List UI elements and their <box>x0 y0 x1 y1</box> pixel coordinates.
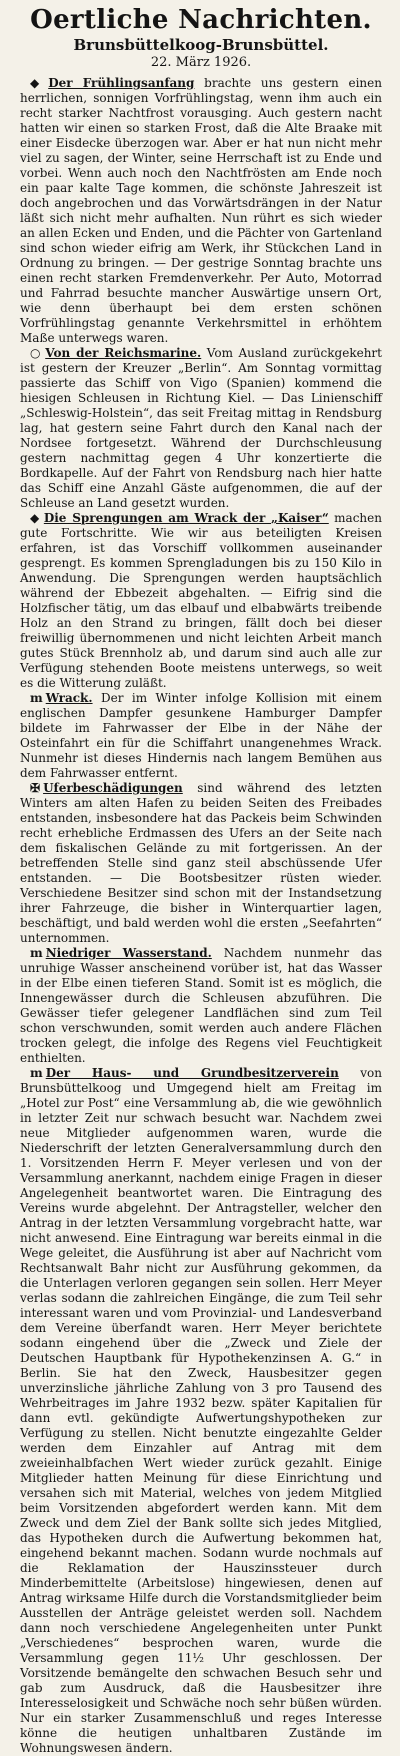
article-marker: ◆ <box>30 511 41 525</box>
article-sprengungen <box>20 511 382 691</box>
article-marker: m <box>30 691 43 705</box>
article-lead: Der Haus- und Grundbesitzerverein <box>45 1066 339 1080</box>
article-wasserstand <box>20 946 382 1066</box>
article-body: machen gute Fortschritte. Wie wir aus beteiligten Kreisen erfahren, ist das Vorschiff vollkommen auseinander gesprengt. Es kommen Sprengladungen bis zu 150 Kilo in Anwendung. Die Sprengungen werden hauptsächlich während der Ebbezeit abgehalten. — Eifrig sind die Holzfischer tätig, um das elbauf und elbabwärts treibende Holz an den Strand zu bringen, fällt doch bei dieser freiwillig übernommenen und nicht leichten Arbeit manch gutes Stück Brennholz ab, und darum sind auch alle zur Verfügung stehenden Boote meistens unterwegs, so weit es die Witterung zuläßt. <box>20 511 382 690</box>
article-lead: Die Sprengungen am Wrack der „Kaiser“ <box>43 511 329 525</box>
article-marker: ◆ <box>30 76 46 90</box>
article-uferbeschaedigungen <box>20 781 382 946</box>
article-lead: Von der Reichsmarine. <box>45 346 202 360</box>
article-marker: ○ <box>30 346 43 360</box>
article-body: Nachdem nunmehr das unruhige Wasser anscheinend vorüber ist, hat das Wasser in der Elbe einen tieferen Stand. Somit ist es möglich, die Innengewässer durch die Schleusen abzuführen. Die Gewässer tiefer gelegener Landflächen sind zum Teil schon verschwunden, somit werden auch andere Flächen trocken gelegt, die infolge des Regens viel Feuchtigkeit enthielten. <box>20 946 382 1065</box>
article-lead: Uferbeschädigungen <box>43 781 183 795</box>
article-body: brachte uns gestern einen herrlichen, sonnigen Vorfrühlingstag, wenn ihm auch ein recht starker Nachtfrost vorausging. Auch gestern nacht hatten wir einen so starken Frost, daß die Alte Braake mit einer Eisdecke überzogen war. Aber er hat nun nicht mehr viel zu sagen, der Winter, seine Herrschaft ist zu Ende und vorbei. Wenn auch noch den Nachtfrösten am Ende noch ein paar kalte Tage kommen, die schönste Jahreszeit ist doch angebrochen und das Vorwärtsdrängen in der Natur läßt sich nicht mehr aufhalten. Nun rührt es sich wieder an allen Ecken und Enden, und die Pächter von Gartenland sind schon wieder eifrig am Werk, ihr Stückchen Land in Ordnung zu bringen. — Der gestrige Sonntag brachte uns einen recht starken Fremdenverkehr. Per Auto, Motorrad und Fahrrad besuchte mancher Auswärtige unsern Ort, wie denn überhaupt bei dem ersten schönen Vorfrühlingstag genannte Verkehrsmittel in erhöhtem Maße unterwegs waren. <box>20 76 382 345</box>
article-wrack <box>20 691 382 781</box>
article-body: Vom Ausland zurückgekehrt ist gestern der Kreuzer „Berlin“. Am Sonntag vormittag passierte das Schiff von Vigo (Spanien) kommend die hiesigen Schleusen in Richtung Kiel. — Das Linienschiff „Schleswig-Holstein“, das seit Freitag mittag in Rendsburg lag, hat gestern seine Fahrt durch den Kanal nach der Nordsee fortgesetzt. Während der Durchschleusung gestern nachmittag gegen 4 Uhr konzertierte die Bordkapelle. Auf der Fahrt von Rendsburg nach hier hatte das Schiff eine Anzahl Gäste aufgenommen, die auf der Schleuse an Land gesetzt wurden. <box>20 346 382 510</box>
article-body: von Brunsbüttelkoog und Umgegend hielt am Freitag im „Hotel zur Post“ eine Versammlung ab, die wie gewöhnlich in letzter Zeit nur schwach besucht war. Nachdem zwei neue Mitglieder aufgenommen waren, wurde die Niederschrift der letzten Generalversammlung durch den 1. Vorsitzenden Herrn F. Meyer verlesen und von der Versammlung anerkannt, nachdem einige Fragen in dieser Angelegenheit beantwortet waren. Die Eintragung des Vereins wurde abgelehnt. Der Antragsteller, welcher den Antrag in der letzten Versammlung vorgebracht hatte, war nicht anwesend. Eine Eintragung war bereits einmal in die Wege geleitet, die Ausführung ist aber auf Nachricht vom Rechtsanwalt Bahr nicht zur Ausführung gekommen, da die Unterlagen verloren gegangen sein sollen. Herr Meyer verlas sodann die zahlreichen Eingänge, die zum Teil sehr interessant waren und vom Provinzial- und Landesverband dem Vereine überfandt waren. Herr Meyer berichtete sodann eingehend über die „Zweck und Ziele der Deutschen Hauptbank für Hypothekenzinsen A. G.“ in Berlin. Sie hat den Zweck, Hausbesitzer gegen unverzinsliche jährliche Zahlung von 3 pro Tausend des Wehrbeitrages im Jahre 1932 bezw. später Kapitalien für dann evtl. gekündigte Aufwertungshypotheken zur Verfügung zu stellen. Nicht benutzte eingezahlte Gelder werden dem Einzahler auf Antrag mit dem zweieinhalbfachen Wert wieder zurück gezahlt. Einige Mitglieder hatten Meinung für diese Einrichtung und versahen sich mit Material, welches von jedem Mitglied beim Vorsitzenden abgefordert werden kann. Mit dem Zweck und dem Ziel der Bank sollte sich jedes Mitglied, das Hypotheken durch die Aufwertung bekommen hat, eingehend bekannt machen. Sodann wurde nochmals auf die Reklamation der Hauszinssteuer durch Minderbemittelte (Arbeitslose) hingewiesen, denen auf Antrag wirksame Hilfe durch die Vorstandsmitglieder beim Ausstellen der Anträge geleistet werden soll. Nachdem dann noch verschiedene Angelegenheiten unter Punkt „Verschiedenes“ besprochen waren, wurde die Versammlung gegen 11½ Uhr geschlossen. Der Vorsitzende bemängelte den schwachen Besuch sehr und gab zum Ausdruck, daß die Hausbesitzer ihre Interesselosigkeit und Schwäche noch sehr büßen würden. Nur ein starker Zusammenschluß und reges Interesse könne die heutigen unhaltbaren Zustände im Wohnungswesen ändern. <box>20 1066 382 1755</box>
article-marker: ✠ <box>30 781 41 795</box>
article-body: Der im Winter infolge Kollision mit einem englischen Dampfer gesunkene Hamburger Dampfer bildete im Fahrwasser der Elbe in der Nähe der Osteinfahrt ein für die Schiffahrt unangenehmes Wrack. Nunmehr ist dieses Hindernis nach langem Bemühen aus dem Fahrwasser entfernt. <box>20 691 382 780</box>
article-reichsmarine <box>20 346 382 511</box>
article-marker: m <box>30 1066 43 1080</box>
article-body: sind während des letzten Winters am alten Hafen zu beiden Seiten des Freibades entstanden, insbesondere hat das Packeis beim Schwinden recht erhebliche Erdmassen des Ufers an der Seite nach dem fiskalischen Gelände zu mit fortgerissen. An der betreffenden Stelle sind ganz steil abschüssende Ufer entstanden. — Die Bootsbesitzer rüsten wieder. Verschiedene Besitzer sind schon mit der Instandsetzung ihrer Fahrzeuge, die bisher in Winterquartier lagen, beschäftigt, und bald werden wohl die ersten „Seefahrten“ unternommen. <box>20 781 382 945</box>
dateline: 22. März 1926. <box>150 55 252 70</box>
article-lead: Wrack. <box>45 691 93 705</box>
article-fruehlingsanfang <box>20 76 382 346</box>
article-lead: Niedriger Wasserstand. <box>45 946 212 960</box>
article-lead: Der Frühlingsanfang <box>48 76 195 90</box>
page-headline: Oertliche Nachrichten. <box>30 5 372 35</box>
article-marker: m <box>30 946 43 960</box>
locality-subhead: Brunsbüttelkoog-Brunsbüttel. <box>73 36 329 54</box>
article-grundbesitzerverein <box>20 1066 382 1756</box>
